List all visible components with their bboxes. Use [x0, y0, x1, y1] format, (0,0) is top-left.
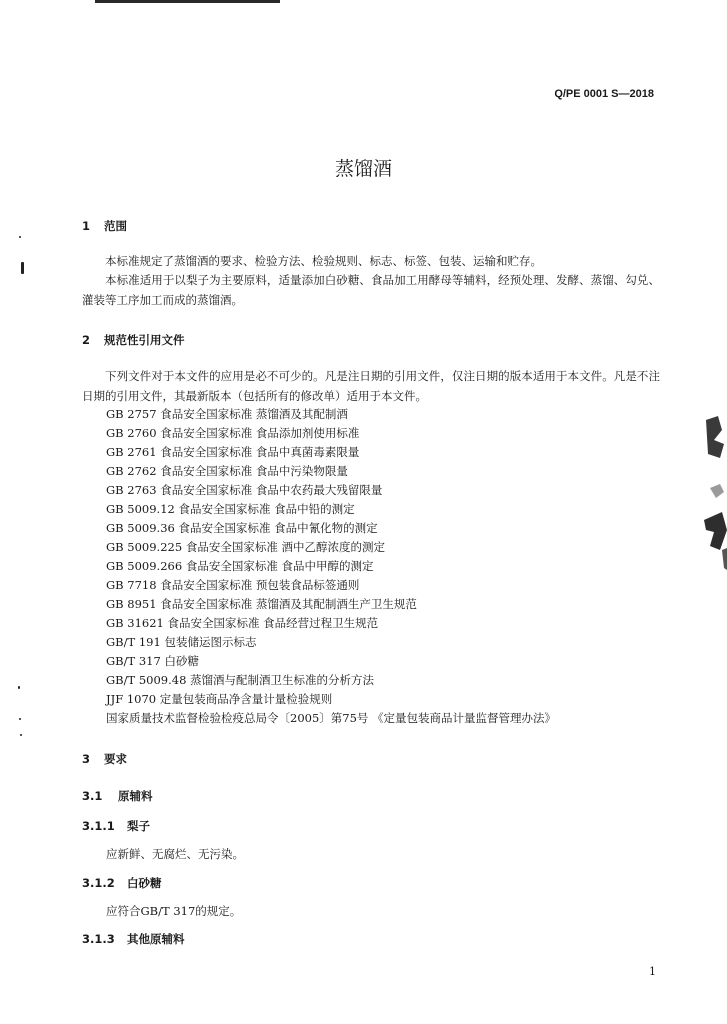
scan-speck [18, 686, 20, 689]
scan-top-edge-mark [95, 0, 280, 3]
section-number: 3.1.1 [82, 819, 115, 833]
scan-speck [19, 718, 21, 720]
reference-item: 国家质量技术监督检验检疫总局令〔2005〕第75号 《定量包装商品计量监督管理办法》 [106, 711, 557, 725]
reference-item: GB 2761 食品安全国家标准 食品中真菌毒素限量 [106, 445, 360, 459]
scope-paragraph-1: 本标准规定了蒸馏酒的要求、检验方法、检验规则、标志、标签、包装、运输和贮存。 [105, 254, 542, 268]
standard-number: Q/PE 0001 S—2018 [554, 88, 654, 100]
pear-requirement-text: 应新鲜、无腐烂、无污染。 [106, 847, 244, 861]
reference-item: GB 2762 食品安全国家标准 食品中污染物限量 [106, 464, 348, 478]
section-title: 其他原辅料 [127, 932, 185, 946]
reference-item: GB 2760 食品安全国家标准 食品添加剂使用标准 [106, 426, 360, 440]
reference-item: GB/T 191 包装储运图示标志 [106, 635, 257, 649]
subsection-3-1-heading [82, 788, 153, 804]
reference-item: GB 5009.12 食品安全国家标准 食品中铅的测定 [106, 502, 355, 516]
seal-bleed-mark [700, 400, 727, 580]
sugar-requirement-text: 应符合GB/T 317的规定。 [106, 904, 242, 918]
reference-item: GB 7718 食品安全国家标准 预包装食品标签通则 [106, 578, 360, 592]
reference-item: JJF 1070 定量包装商品净含量计量检验规则 [106, 692, 333, 706]
reference-item: GB 2757 食品安全国家标准 蒸馏酒及其配制酒 [106, 407, 348, 421]
section-title: 白砂糖 [127, 876, 162, 890]
section-title: 原辅料 [118, 789, 153, 803]
reference-item: GB 5009.225 食品安全国家标准 酒中乙醇浓度的测定 [106, 540, 385, 554]
section-2-heading [82, 332, 185, 348]
scan-binding-mark [21, 262, 24, 274]
subsection-3-1-2-heading [82, 875, 162, 891]
subsection-3-1-3-heading [82, 931, 185, 947]
reference-list [106, 405, 556, 728]
scope-paragraph-2: 本标准适用于以梨子为主要原料，适量添加白砂糖、食品加工用酵母等辅料，经预处理、发酵、蒸馏、勾兑、灌装等工序加工而成的蒸馏酒。 [82, 273, 660, 307]
reference-item: GB/T 5009.48 蒸馏酒与配制酒卫生标准的分析方法 [106, 673, 375, 687]
section-number: 3.1 [82, 789, 103, 803]
subsection-3-1-1-heading [82, 818, 150, 834]
reference-item: GB 5009.266 食品安全国家标准 食品中甲醇的测定 [106, 559, 374, 573]
section-title: 规范性引用文件 [104, 333, 185, 347]
reference-item: GB 2763 食品安全国家标准 食品中农药最大残留限量 [106, 483, 383, 497]
references-intro: 下列文件对于本文件的应用是必不可少的。凡是注日期的引用文件，仅注日期的版本适用于本文件。凡是不注日期的引用文件，其最新版本（包括所有的修改单）适用于本文件。 [82, 369, 660, 403]
scan-speck [20, 734, 22, 736]
section-1-heading [82, 218, 127, 234]
document-title: 蒸馏酒 [334, 158, 392, 180]
section-title: 梨子 [127, 819, 150, 833]
section-number: 3.1.2 [82, 876, 115, 890]
section-number: 3.1.3 [82, 932, 115, 946]
section-number: 3 [82, 752, 91, 766]
section-number: 1 [82, 219, 91, 233]
section-number: 2 [82, 333, 91, 347]
reference-item: GB 8951 食品安全国家标准 蒸馏酒及其配制酒生产卫生规范 [106, 597, 417, 611]
section-3-heading [82, 751, 127, 767]
reference-item: GB/T 317 白砂糖 [106, 654, 199, 668]
reference-item: GB 31621 食品安全国家标准 食品经营过程卫生规范 [106, 616, 379, 630]
section-title: 要求 [104, 752, 127, 766]
reference-item: GB 5009.36 食品安全国家标准 食品中氰化物的测定 [106, 521, 378, 535]
page-number: 1 [649, 965, 656, 978]
section-title: 范围 [104, 219, 127, 233]
scan-speck [19, 236, 21, 238]
